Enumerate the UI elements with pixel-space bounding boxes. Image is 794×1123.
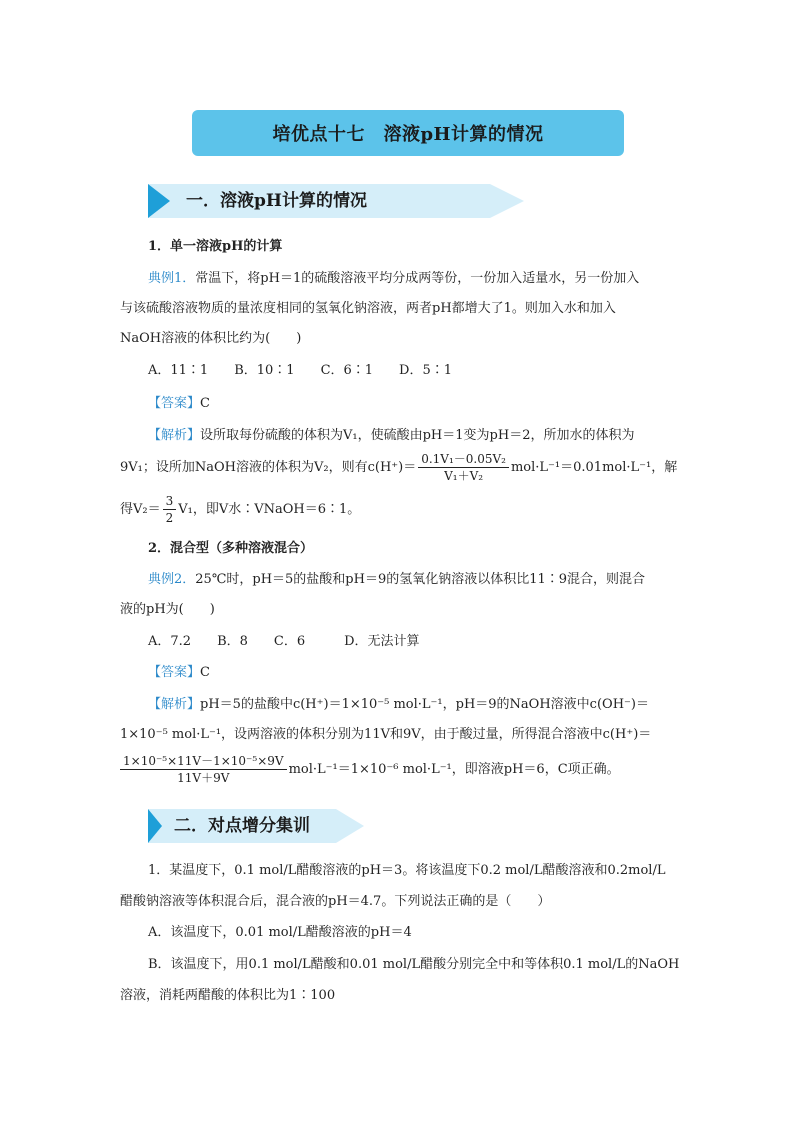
fraction-1-numerator: 0.1V₁－0.05V₂ xyxy=(418,451,509,468)
explanation-1-line-3-start: 得V₂＝ xyxy=(120,502,161,517)
question-1-option-b-line-1: B．该温度下，用0.1 mol/L醋酸和0.01 mol/L醋酸分别完全中和等体积0.1 mol/L的NaOH xyxy=(148,957,680,972)
explanation-1-line-2-end: mol·L⁻¹＝0.01mol·L⁻¹，解 xyxy=(510,460,678,475)
fraction-3-numerator: 1×10⁻⁵×11V－1×10⁻⁵×9V xyxy=(120,753,287,770)
example-2-tag: 典例2． xyxy=(148,572,196,587)
explanation-1-line-2-start: 9V₁；设所加NaOH溶液的体积为V₂，则有c(H⁺)＝ xyxy=(120,460,417,475)
answer-2 xyxy=(148,663,210,683)
subheading-1: 1．单一溶液pH的计算 xyxy=(148,239,283,254)
explanation-1-tag: 【解析】 xyxy=(148,428,201,443)
example-1-options: A．11∶1 B．10∶1 C．6∶1 D．5∶1 xyxy=(148,363,453,378)
page-title: 培优点十七 溶液pH计算的情况 xyxy=(192,110,624,156)
section-banner-2 xyxy=(148,809,364,843)
example-2-options: A．7.2 B．8 C．6 D．无法计算 xyxy=(148,634,420,649)
explanation-2-text: pH＝5的盐酸中c(H⁺)＝1×10⁻⁵ mol·L⁻¹，pH＝9的NaOH溶液中c(OH⁻)＝ xyxy=(200,697,649,712)
explanation-2-line-3-end: mol·L⁻¹＝1×10⁻⁶ mol·L⁻¹，即溶液pH＝6，C项正确。 xyxy=(288,762,620,777)
example-1-line-1 xyxy=(148,269,639,289)
explanation-1-text: 设所取每份硫酸的体积为V₁，使硫酸由pH＝1变为pH＝2，所加水的体积为 xyxy=(200,428,635,443)
answer-2-value: C xyxy=(200,665,210,680)
explanation-2-line-1 xyxy=(148,695,649,715)
fraction-2-denominator: 2 xyxy=(165,511,174,525)
question-1-option-a: A．该温度下，0.01 mol/L醋酸溶液的pH＝4 xyxy=(148,925,412,940)
explanation-1-line-3 xyxy=(120,492,360,528)
answer-1-value: C xyxy=(200,396,210,411)
subheading-2: 2．混合型（多种溶液混合） xyxy=(148,541,314,556)
example-2-line-1 xyxy=(148,570,645,590)
explanation-1-line-2 xyxy=(120,450,677,486)
example-2-line-2: 液的pH为( ) xyxy=(120,602,215,617)
example-1-tag: 典例1． xyxy=(148,271,196,286)
example-1-text: 常温下，将pH＝1的硫酸溶液平均分成两等份，一份加入适量水，另一份加入 xyxy=(195,271,640,286)
answer-1-tag: 【答案】 xyxy=(148,396,201,411)
explanation-1-line-1 xyxy=(148,426,634,446)
question-1-line-2: 醋酸钠溶液等体积混合后，混合液的pH＝4.7。下列说法正确的是（ ） xyxy=(120,894,551,909)
question-1-option-b-line-2: 溶液，消耗两醋酸的体积比为1∶100 xyxy=(120,988,336,1003)
explanation-2-line-2: 1×10⁻⁵ mol·L⁻¹，设两溶液的体积分别为11V和9V，由于酸过量，所得混合溶液中c(H⁺)＝ xyxy=(120,727,652,742)
fraction-3-denominator: 11V＋9V xyxy=(177,771,230,785)
section-heading-1: 一．溶液pH计算的情况 xyxy=(186,191,367,211)
example-1-line-2: 与该硫酸溶液物质的量浓度相同的氢氧化钠溶液，两者pH都增大了1。则加入水和加入 xyxy=(120,301,616,316)
fraction-1-denominator: V₁＋V₂ xyxy=(444,469,484,483)
fraction-2-numerator: 3 xyxy=(163,493,177,510)
fraction-3 xyxy=(120,753,287,786)
example-2-text: 25℃时，pH＝5的盐酸和pH＝9的氢氧化钠溶液以体积比11∶9混合，则混合 xyxy=(195,572,646,587)
section-banner-1 xyxy=(148,184,524,218)
section-heading-2: 二．对点增分集训 xyxy=(174,816,310,836)
answer-2-tag: 【答案】 xyxy=(148,665,201,680)
fraction-1 xyxy=(418,451,509,484)
example-1-line-3: NaOH溶液的体积比约为( ) xyxy=(120,331,302,346)
explanation-1-line-3-end: V₁，即V水∶VNaOH＝6∶1。 xyxy=(178,502,361,517)
explanation-2-tag: 【解析】 xyxy=(148,697,201,712)
question-1-line-1: 1．某温度下，0.1 mol/L醋酸溶液的pH＝3。将该温度下0.2 mol/L醋酸溶液和0.2mol/L xyxy=(148,863,666,878)
explanation-2-line-3 xyxy=(118,752,620,788)
fraction-2 xyxy=(163,493,177,526)
answer-1 xyxy=(148,394,210,414)
